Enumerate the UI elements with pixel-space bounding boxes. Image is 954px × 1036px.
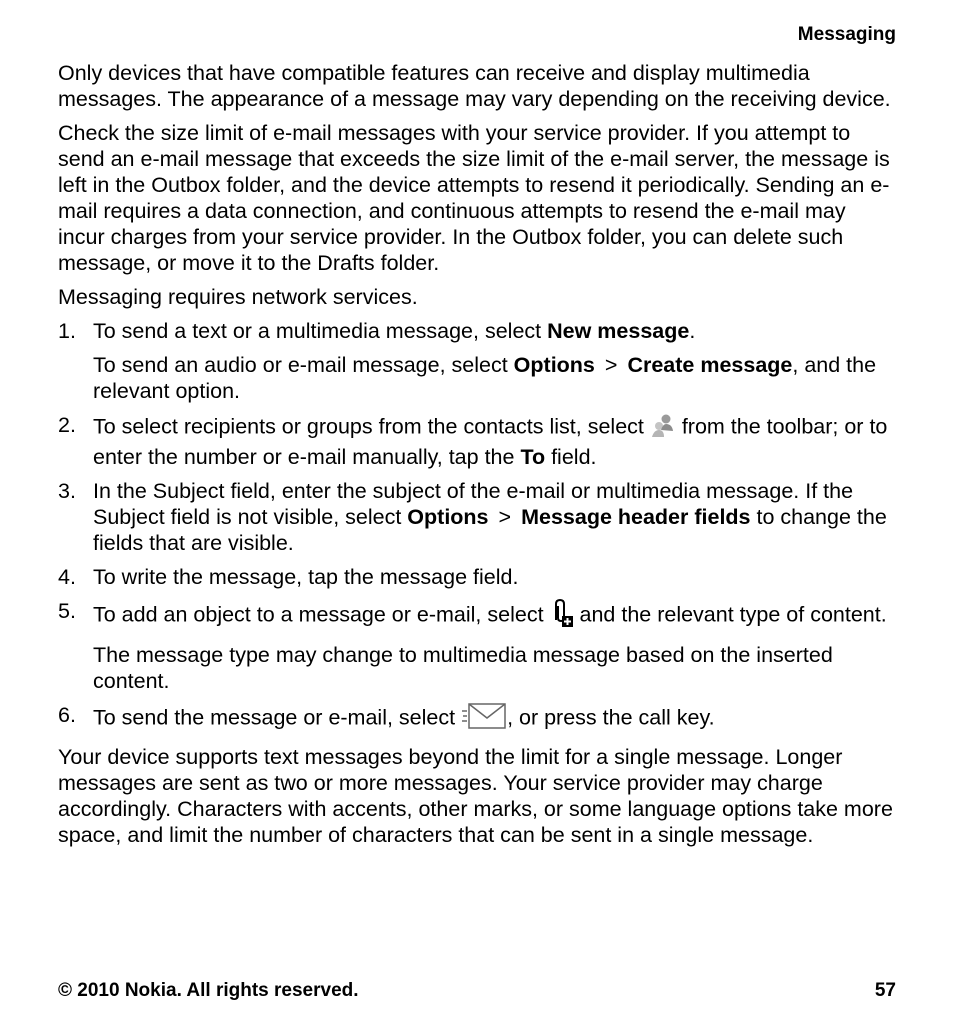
page-footer xyxy=(58,978,896,1004)
document-page xyxy=(58,0,896,1036)
step-number: 2. xyxy=(58,413,76,437)
page-content xyxy=(58,60,896,856)
create-message-label: Create message xyxy=(627,353,793,377)
steps-list xyxy=(58,318,896,736)
to-field-label: To xyxy=(520,445,546,469)
section-header: Messaging xyxy=(797,24,896,45)
new-message-label: New message xyxy=(547,319,690,343)
step-number: 4. xyxy=(58,565,76,589)
step-5: 5. To add an object to a message or e-mail, select and the relevant type of content. The message type may change to multimedia message based on the inserted content. xyxy=(58,598,896,694)
paragraph-network: Messaging requires network services. xyxy=(58,285,418,309)
page-number: 57 xyxy=(874,980,896,1001)
step-6: 6. To send the message or e-mail, select , or press the call key. xyxy=(58,702,896,736)
step-number: 1. xyxy=(58,319,76,343)
paragraph-compatibility: Only devices that have compatible features can receive and display multimedia messages. The appearance of a message may vary depending on the receiving device. xyxy=(58,61,891,111)
paragraph-long-messages: Your device supports text messages beyond the limit for a single message. Longer messages are sent as two or more messages. Your service provider may charge accordingly. Characters with accents, other marks, or some language options take more space, and limit the number of characters that can be sent in a single message. xyxy=(58,745,893,847)
step-1: 1. To send a text or a multimedia message, select New message. To send an audio or e-mail message, select Options > Create message, and the relevant option. xyxy=(58,318,896,404)
step-2: 2. To select recipients or groups from the contacts list, select from the toolbar; or to enter the number or e-mail manually, tap the To field. xyxy=(58,413,888,469)
step-1-note: To send an audio or e-mail message, select Options > Create message, and the relevant option. xyxy=(93,353,877,403)
step-5-note: The message type may change to multimedia message based on the inserted content. xyxy=(93,643,833,693)
send-envelope-icon xyxy=(461,702,507,736)
copyright-notice: © 2010 Nokia. All rights reserved. xyxy=(58,980,359,1001)
contacts-icon xyxy=(650,412,676,444)
message-header-fields-label: Message header fields xyxy=(521,505,751,529)
step-4: 4. To write the message, tap the message field. xyxy=(58,565,519,589)
step-number: 6. xyxy=(58,703,76,727)
step-number: 3. xyxy=(58,479,76,503)
attachment-icon xyxy=(550,598,574,634)
options-label: Options xyxy=(407,505,489,529)
step-3: 3. In the Subject field, enter the subject of the e-mail or multimedia message. If the Subject field is not visible, select Options > Message header fields to change the fields that are visible. xyxy=(58,479,887,555)
paragraph-email-size: Check the size limit of e-mail messages with your service provider. If you attempt to send an e-mail message that exceeds the size limit of the e-mail server, the message is left in the Outbox folder, and the device attempts to resend it periodically. Sending an e-mail requires a data connection, and continuous attempts to resend the e-mail may incur charges from your service provider. In the Outbox folder, you can delete such message, or move it to the Drafts folder. xyxy=(58,121,890,275)
step-number: 5. xyxy=(58,599,76,623)
options-label: Options xyxy=(513,353,595,377)
